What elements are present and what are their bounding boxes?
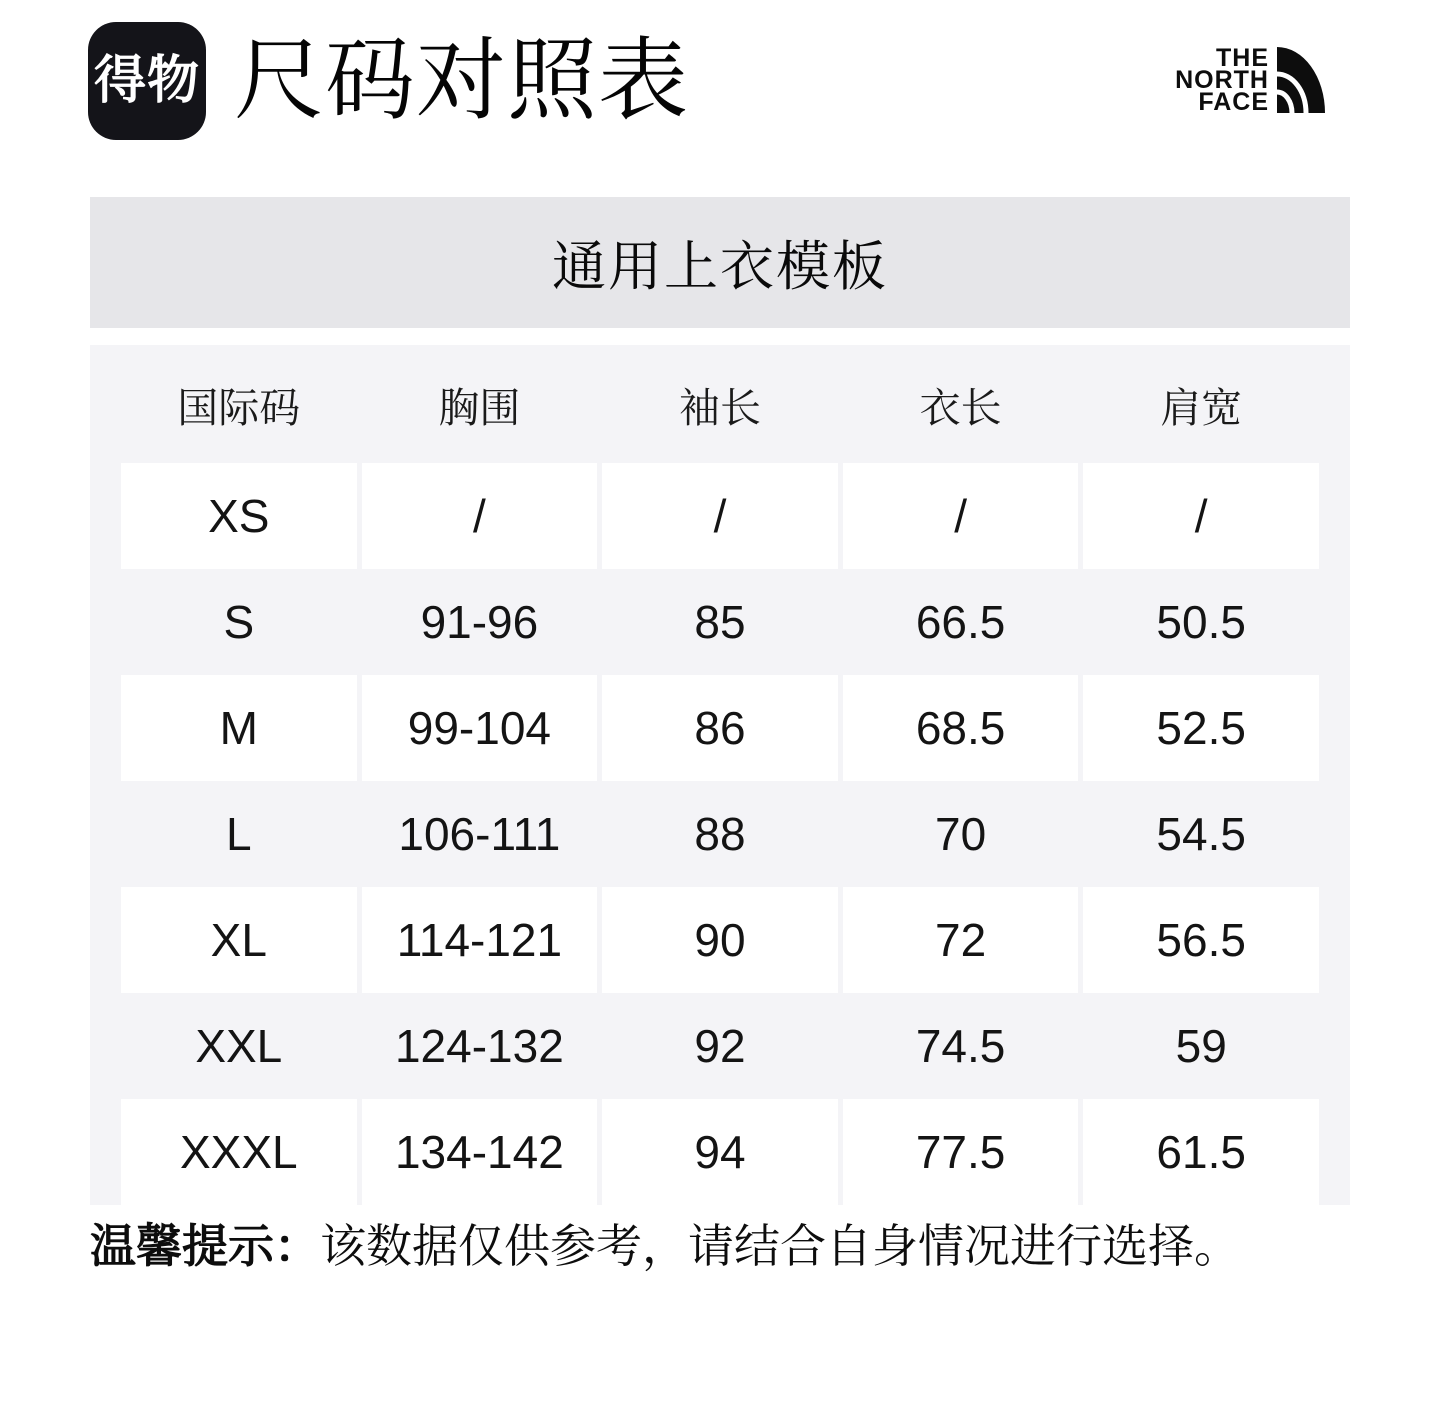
table-cell: 68.5	[843, 675, 1079, 781]
size-cell: XS	[121, 463, 357, 569]
page-header	[88, 22, 689, 140]
dewu-logo	[88, 22, 206, 140]
table-cell: 54.5	[1156, 808, 1246, 860]
table-cell: 114-121	[362, 887, 598, 993]
template-banner-title: 通用上衣模板	[552, 237, 888, 297]
size-cell: XXL	[195, 1020, 283, 1072]
table-cell: /	[843, 463, 1079, 569]
table-cell: 88	[694, 808, 746, 860]
table-cell: 56.5	[1083, 887, 1319, 993]
size-cell: M	[121, 675, 357, 781]
north-face-half-dome-icon	[1277, 47, 1325, 113]
table-cell: 86	[602, 675, 838, 781]
north-face-wordmark-line: THE	[1216, 44, 1269, 72]
table-cell: 85	[694, 596, 746, 648]
size-cell: L	[226, 808, 252, 860]
table-cell: 66.5	[915, 596, 1006, 648]
table-row	[121, 569, 1319, 675]
size-cell: XL	[121, 887, 357, 993]
column-header-chest: 胸围	[438, 384, 521, 431]
page-title: 尺码对照表	[234, 31, 689, 131]
table-cell: 134-142	[362, 1099, 598, 1205]
table-row	[121, 887, 1319, 993]
table-cell: 90	[602, 887, 838, 993]
table-cell: 91-96	[420, 596, 539, 648]
table-cell: 74.5	[915, 1020, 1006, 1072]
size-table	[90, 345, 1350, 1205]
table-cell: 106-111	[398, 808, 561, 860]
table-cell: 61.5	[1083, 1099, 1319, 1205]
template-banner	[90, 197, 1350, 328]
table-cell: 94	[602, 1099, 838, 1205]
table-cell: 92	[694, 1020, 746, 1072]
table-cell: 50.5	[1156, 596, 1246, 648]
table-cell: 52.5	[1083, 675, 1319, 781]
table-row	[121, 463, 1319, 569]
column-header-sleeve: 袖长	[678, 384, 761, 431]
table-row	[121, 675, 1319, 781]
table-row	[121, 993, 1319, 1099]
north-face-logo	[1175, 44, 1325, 116]
table-cell: /	[1083, 463, 1319, 569]
table-cell: /	[362, 463, 598, 569]
tip-note	[90, 1216, 1400, 1276]
table-cell: 59	[1175, 1020, 1227, 1072]
tip-note-text: 该数据仅供参考，请结合自身情况进行选择。	[320, 1220, 1240, 1272]
table-cell: 70	[935, 808, 987, 860]
column-header-shoulder: 肩宽	[1160, 384, 1243, 431]
table-header-row	[121, 345, 1319, 463]
table-row	[121, 1099, 1319, 1205]
tip-note-label: 温馨提示：	[90, 1220, 320, 1272]
table-cell: 124-132	[394, 1020, 564, 1072]
table-cell: 77.5	[843, 1099, 1079, 1205]
column-header-length: 衣长	[919, 384, 1002, 431]
dewu-logo-text: 得物	[93, 52, 200, 110]
size-cell: S	[223, 596, 255, 648]
table-cell: 72	[843, 887, 1079, 993]
north-face-wordmark-line: NORTH	[1175, 66, 1269, 94]
table-row	[121, 781, 1319, 887]
table-cell: /	[602, 463, 838, 569]
north-face-wordmark	[1175, 44, 1269, 116]
size-cell: XXXL	[121, 1099, 357, 1205]
north-face-wordmark-line: FACE	[1198, 88, 1269, 116]
table-cell: 99-104	[362, 675, 598, 781]
column-header-size: 国际码	[177, 384, 301, 431]
